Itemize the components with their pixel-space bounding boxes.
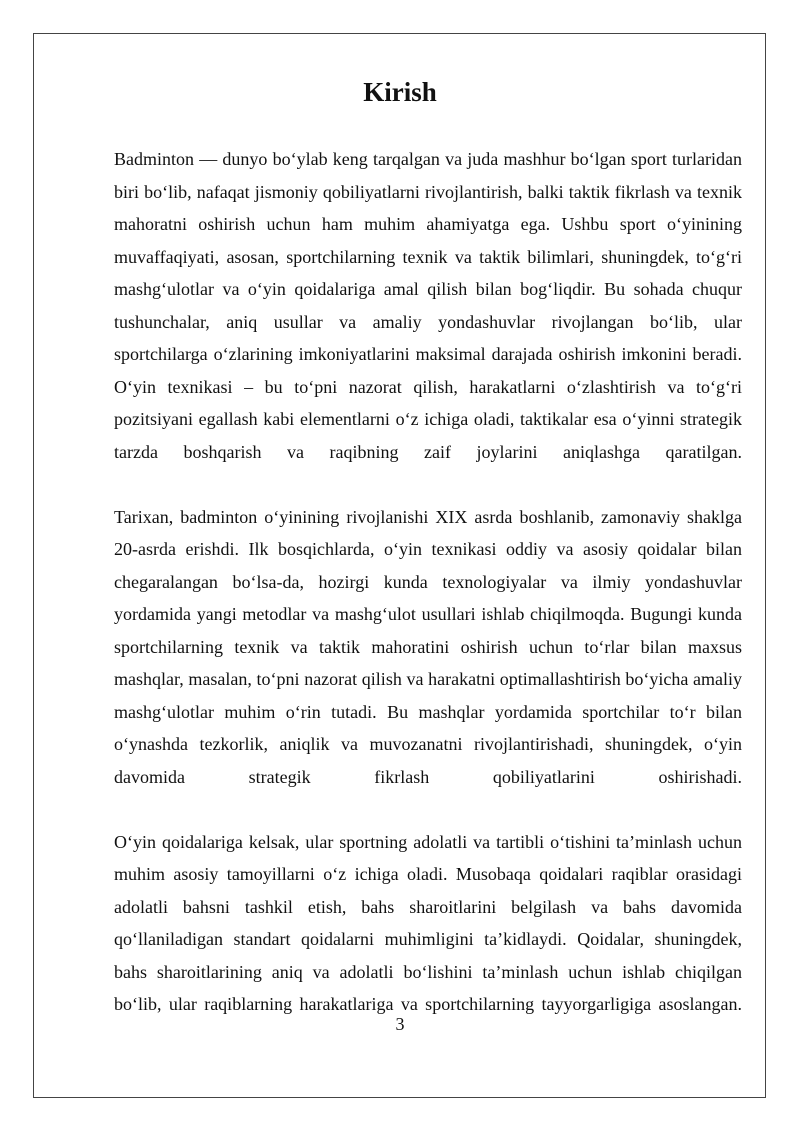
document-title: Kirish (363, 77, 437, 107)
page-number: 3 (395, 1014, 405, 1034)
paragraph-2: Tarixan, badminton o‘yinining rivojlanishi XIX asrda boshlanib, zamonaviy shaklga 20-asrda erishdi. Ilk bosqichlarda, o‘yin texnikasi oddiy va asosiy qoidalar bilan chegaralangan bo‘lsa-da, hozirgi kunda texnologiyalar va ilmiy yondashuvlar yordamida yangi metodlar va mashg‘ulot usullari ishlab chiqilmoqda. Bugungi kunda sportchilarning texnik va taktik mahoratini oshirish uchun to‘rlar bilan maxsus mashqlar, masalan, to‘pni nazorat qilish va harakatni optimallashtirish bo‘yicha amaliy mashg‘ulotlar muhim o‘rin tutadi. Bu mashqlar yordamida sportchilar to‘r bilan o‘ynashda tezkorlik, aniqlik va muvozanatni rivojlantirishadi, shuningdek, o‘yin davomida strategik fikrlash qobiliyatlarini oshirishadi. (114, 506, 742, 787)
paragraph-3: O‘yin qoidalariga kelsak, ular sportning adolatli va tartibli o‘tishini ta’minlash uchun muhim asosiy tamoyillarni o‘z ichiga oladi. Musobaqa qoidalari raqiblar orasidagi adolatli bahsni tashkil etish, bahs sharoitlarini belgilash va bahs davomida qo‘llaniladigan standart qoidalarni muhimligini ta’kidlaydi. Qoidalar, shuningdek, bahs sharoitlarining aniq va adolatli bo‘lishini ta’minlash uchun ishlab chiqilgan bo‘lib, ular raqiblarning harakatlariga va sportchilarning tayyorgarligiga asoslangan. (114, 831, 742, 1014)
document-body (114, 143, 742, 1021)
paragraph-1: Badminton — dunyo bo‘ylab keng tarqalgan va juda mashhur bo‘lgan sport turlaridan biri bo‘lib, nafaqat jismoniy qobiliyatlarni rivojlantirish, balki taktik fikrlash va texnik mahoratni oshirish uchun ham muhim ahamiyatga ega. Ushbu sport o‘yinining muvaffaqiyati, asosan, sportchilarning texnik va taktik bilimlari, shuningdek, to‘g‘ri mashg‘ulotlar va o‘yin qoidalariga amal qilish bilan bog‘liqdir. Bu sohada chuqur tushunchalar, aniq usullar va amaliy yondashuvlar rivojlangan bo‘lib, ular sportchilarga o‘zlarining imkoniyatlarini maksimal darajada oshirish imkonini beradi. O‘yin texnikasi – bu to‘pni nazorat qilish, harakatlarni o‘zlashtirish va to‘g‘ri pozitsiyani egallash kabi elementlarni o‘z ichiga oladi, taktikalar esa o‘yinni strategik tarzda boshqarish va raqibning zaif joylarini aniqlashga qaratilgan. (114, 149, 742, 462)
